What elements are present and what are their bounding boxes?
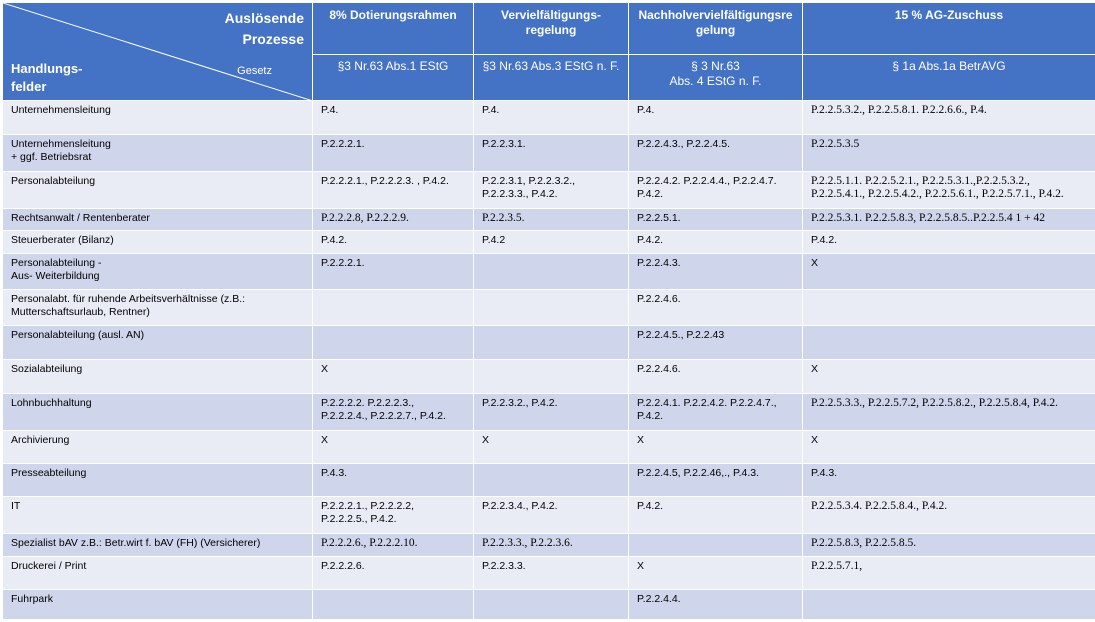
table-cell: X — [313, 360, 474, 394]
row-field-label: Presseabteilung — [3, 464, 313, 497]
table-cell: P.2.2.5.8.3, P.2.2.5.8.5. — [803, 534, 1095, 557]
table-cell: P.2.2.4.6. — [629, 290, 803, 326]
table-cell: P.4.2 — [474, 231, 629, 254]
row-field-label: Unternehmensleitung + ggf. Betriebsrat — [3, 135, 313, 172]
law-header-nachholvervielfaeltigung: § 3 Nr.63 Abs. 4 EStG n. F. — [629, 55, 803, 101]
table-cell: P.2.2.4.5., P.2.2.43 — [629, 326, 803, 360]
table-row — [3, 464, 1095, 497]
row-field-label: IT — [3, 497, 313, 534]
table-row — [3, 101, 1095, 135]
table-row — [3, 557, 1095, 590]
table-cell: P.2.2.4.2. P.2.2.4.4., P.2.2.4.7. P.4.2. — [629, 172, 803, 209]
row-field-label: Archivierung — [3, 431, 313, 464]
row-field-label: Lohnbuchhaltung — [3, 394, 313, 431]
table-cell — [474, 290, 629, 326]
table-cell: X — [629, 557, 803, 590]
table-cell — [474, 326, 629, 360]
table-row — [3, 172, 1095, 209]
table-row — [3, 231, 1095, 254]
table-cell — [313, 326, 474, 360]
table-cell: P.2.2.4.3., P.2.2.4.5. — [629, 135, 803, 172]
table-cell: P.4.2. — [629, 231, 803, 254]
row-field-label: Personalabteilung - Aus- Weiterbildung — [3, 254, 313, 290]
table-cell: P.2.2.2.2. P.2.2.2.3., P.2.2.2.4., P.2.2.2.7., P.4.2. — [313, 394, 474, 431]
table-row — [3, 254, 1095, 290]
table-cell: P.2.2.3.3., P.2.2.3.6. — [474, 534, 629, 557]
table-cell — [313, 590, 474, 620]
table-cell — [474, 590, 629, 620]
row-field-label: Spezialist bAV z.B.: Betr.wirt f. bAV (FH) (Versicherer) — [3, 534, 313, 557]
table-cell — [474, 464, 629, 497]
table-cell: P.4.3. — [803, 464, 1095, 497]
law-header-dotierungsrahmen: §3 Nr.63 Abs.1 EStG — [313, 55, 474, 101]
table-cell: P.4. — [474, 101, 629, 135]
table-row — [3, 394, 1095, 431]
table-row — [3, 431, 1095, 464]
table-cell: P.4. — [629, 101, 803, 135]
table-row — [3, 534, 1095, 557]
table-cell: P.2.2.5.1. — [629, 209, 803, 231]
corner-label-prozesse: Auslösende Prozesse — [224, 10, 304, 47]
responsibility-matrix — [2, 2, 1095, 620]
table-row — [3, 590, 1095, 620]
table-cell: P.2.2.5.3.4. P.2.2.5.8.4., P.4.2. — [803, 497, 1095, 534]
table-cell: X — [803, 360, 1095, 394]
table-cell: P.4. — [313, 101, 474, 135]
table-cell: X — [474, 431, 629, 464]
table-cell: P.2.2.3.4., P.4.2. — [474, 497, 629, 534]
table-cell: P.2.2.5.1.1. P.2.2.5.2.1., P.2.2.5.3.1.,P.2.2.5.3.2., P.2.2.5.4.1., P.2.2.5.4.2., P.2.2.5.6.1., P.2.2.5.7.1., P.4.2. — [803, 172, 1095, 209]
table-cell: P.2.2.5.7.1, — [803, 557, 1095, 590]
table-cell: X — [803, 431, 1095, 464]
table-cell: P.2.2.5.3.3., P.2.2.5.7.2, P.2.2.5.8.2., P.2.2.5.8.4, P.4.2. — [803, 394, 1095, 431]
column-header-nachholvervielfaeltigung: Nachholvervielfältigungsre gelung — [629, 3, 803, 55]
table-row — [3, 497, 1095, 534]
row-field-label: Sozialabteilung — [3, 360, 313, 394]
table-cell — [313, 290, 474, 326]
table-cell: P.4.2. — [313, 231, 474, 254]
law-header-vervielfaeltigung: §3 Nr.63 Abs.3 EStG n. F. — [474, 55, 629, 101]
table-cell: P.4.2. — [803, 231, 1095, 254]
table-cell — [474, 360, 629, 394]
table-cell — [803, 290, 1095, 326]
corner-label-handlungsfelder: Handlungs- felder — [11, 61, 83, 94]
table-cell: P.2.2.2.1. — [313, 254, 474, 290]
row-field-label: Unternehmensleitung — [3, 101, 313, 135]
table-row — [3, 135, 1095, 172]
table-cell: P.2.2.2.1., P.2.2.2.3. , P.4.2. — [313, 172, 474, 209]
row-field-label: Personalabteilung (ausl. AN) — [3, 326, 313, 360]
table-row — [3, 209, 1095, 231]
table-row — [3, 326, 1095, 360]
table-cell: P.2.2.5.3.5 — [803, 135, 1095, 172]
table-cell — [803, 326, 1095, 360]
corner-label-gesetz: Gesetz — [237, 65, 272, 77]
row-field-label: Fuhrpark — [3, 590, 313, 620]
row-field-label: Rechtsanwalt / Rentenberater — [3, 209, 313, 231]
table-cell: P.2.2.2.1., P.2.2.2.2, P.2.2.2.5., P.4.2. — [313, 497, 474, 534]
row-field-label: Steuerberater (Bilanz) — [3, 231, 313, 254]
table-cell: P.2.2.2.1. — [313, 135, 474, 172]
table-cell: P.2.2.3.2., P.4.2. — [474, 394, 629, 431]
table-cell: P.2.2.3.1. — [474, 135, 629, 172]
table-cell: P.2.2.3.1, P.2.2.3.2., P.2.2.3.3., P.4.2. — [474, 172, 629, 209]
table-cell: P.2.2.2.6. — [313, 557, 474, 590]
row-field-label: Druckerei / Print — [3, 557, 313, 590]
table-cell: P.2.2.5.3.2., P.2.2.5.8.1. P.2.2.6.6., P.4. — [803, 101, 1095, 135]
table-cell: P.2.2.4.1. P.2.2.4.2. P.2.2.4.7., P.4.2. — [629, 394, 803, 431]
table-cell: X — [803, 254, 1095, 290]
table-row — [3, 360, 1095, 394]
table-cell — [629, 534, 803, 557]
column-header-dotierungsrahmen: 8% Dotierungsrahmen — [313, 3, 474, 55]
table-cell: P.2.2.4.4. — [629, 590, 803, 620]
law-header-ag-zuschuss: § 1a Abs.1a BetrAVG — [803, 55, 1095, 101]
column-header-vervielfaeltigung: Vervielfältigungs- regelung — [474, 3, 629, 55]
table-cell: P.4.3. — [313, 464, 474, 497]
table-cell: P.4.2. — [629, 497, 803, 534]
table-cell — [803, 590, 1095, 620]
table-cell: P.2.2.2.6., P.2.2.2.10. — [313, 534, 474, 557]
table-cell: P.2.2.3.5. — [474, 209, 629, 231]
table-cell: P.2.2.3.3. — [474, 557, 629, 590]
table-cell: X — [313, 431, 474, 464]
table-cell — [474, 254, 629, 290]
table-cell: P.2.2.4.3. — [629, 254, 803, 290]
table-cell: X — [629, 431, 803, 464]
table-cell: P.2.2.2.8, P.2.2.2.9. — [313, 209, 474, 231]
table-cell: P.2.2.4.6. — [629, 360, 803, 394]
column-header-ag-zuschuss: 15 % AG-Zuschuss — [803, 3, 1095, 55]
row-field-label: Personalabteilung — [3, 172, 313, 209]
table-cell: P.2.2.4.5, P.2.2.46,., P.4.3. — [629, 464, 803, 497]
table-row — [3, 290, 1095, 326]
row-field-label: Personalabt. für ruhende Arbeitsverhältnisse (z.B.: Mutterschaftsurlaub, Rentner) — [3, 290, 313, 326]
corner-header-cell — [3, 3, 313, 101]
table-cell: P.2.2.5.3.1. P.2.2.5.8.3, P.2.2.5.8.5..P.2.2.5.4 1 + 42 — [803, 209, 1095, 231]
